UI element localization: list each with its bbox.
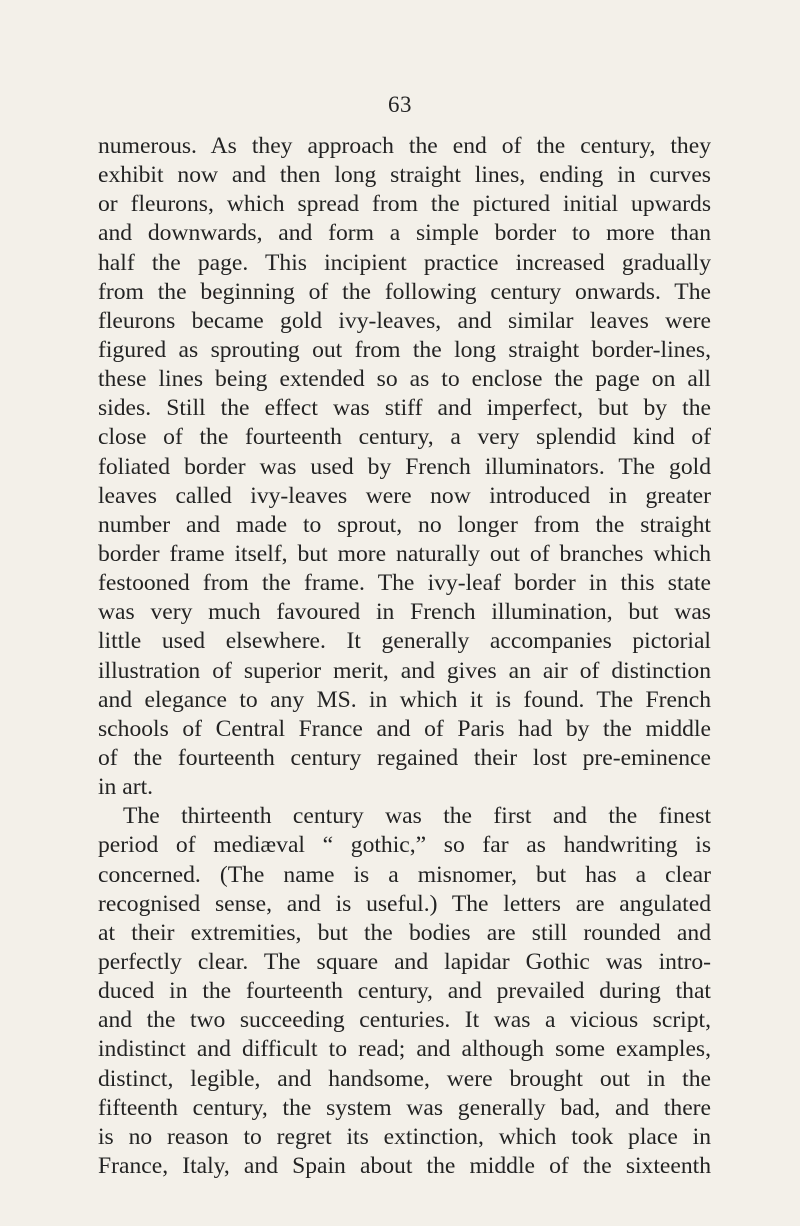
text-line: The thirteenth century was the first and the finest (123, 803, 711, 830)
text-line: fleurons became gold ivy-leaves, and similar leaves were (98, 307, 711, 334)
text-line: duced in the fourteenth century, and prevailed during that (98, 978, 711, 1005)
text-line: number and made to sprout, no longer from the straight (98, 511, 711, 538)
text-line: schools of Central France and of Paris had by the middle (98, 715, 711, 742)
text-line: was very much favoured in French illumination, but was (98, 599, 711, 626)
text-line: border frame itself, but more naturally out of branches which (98, 540, 711, 567)
text-line: exhibit now and then long straight lines, ending in curves (98, 162, 711, 189)
text-line: and the two succeeding centuries. It was a vicious script, (98, 1007, 711, 1034)
text-line: indistinct and difficult to read; and although some examples, (98, 1036, 711, 1063)
text-line: in art. (98, 774, 154, 801)
text-line: close of the fourteenth century, a very splendid kind of (98, 424, 711, 451)
text-line: at their extremities, but the bodies are still rounded and (98, 919, 711, 946)
text-line: of the fourteenth century regained their lost pre-eminence (98, 744, 711, 771)
text-line: these lines being extended so as to enclose the page on all (98, 366, 711, 393)
text-line: recognised sense, and is useful.) The letters are angulated (98, 890, 711, 917)
text-line: numerous. As they approach the end of the century, they (98, 133, 711, 159)
body-text (98, 132, 711, 1181)
text-line: leaves called ivy-leaves were now introduced in greater (98, 482, 711, 509)
text-line: festooned from the frame. The ivy-leaf border in this state (98, 570, 711, 597)
text-line: concerned. (The name is a misnomer, but has a clear (98, 861, 711, 888)
text-line: little used elsewhere. It generally accompanies pictorial (98, 628, 711, 655)
text-line: is no reason to regret its extinction, which took place in (98, 1123, 711, 1150)
page-number: 63 (388, 92, 412, 117)
text-line: France, Italy, and Spain about the middle of the sixteenth (98, 1152, 711, 1179)
text-line: and downwards, and form a simple border to more than (98, 220, 711, 247)
text-line: from the beginning of the following century onwards. The (98, 278, 711, 305)
text-line: distinct, legible, and handsome, were brought out in the (98, 1065, 711, 1092)
text-line: period of mediæval “ gothic,” so far as handwriting is (98, 832, 711, 859)
text-line: sides. Still the effect was stiff and imperfect, but by the (98, 395, 711, 422)
text-line: or fleurons, which spread from the pictured initial upwards (98, 191, 711, 218)
text-line: illustration of superior merit, and gives an air of distinction (98, 657, 711, 684)
text-line: half the page. This incipient practice increased gradually (98, 249, 711, 276)
text-line: foliated border was used by French illuminators. The gold (98, 453, 711, 480)
text-line: figured as sprouting out from the long straight border-lines, (98, 336, 711, 363)
text-line: fifteenth century, the system was generally bad, and there (98, 1094, 711, 1121)
text-line: and elegance to any MS. in which it is found. The French (98, 686, 711, 713)
text-line: perfectly clear. The square and lapidar Gothic was intro- (98, 948, 711, 975)
